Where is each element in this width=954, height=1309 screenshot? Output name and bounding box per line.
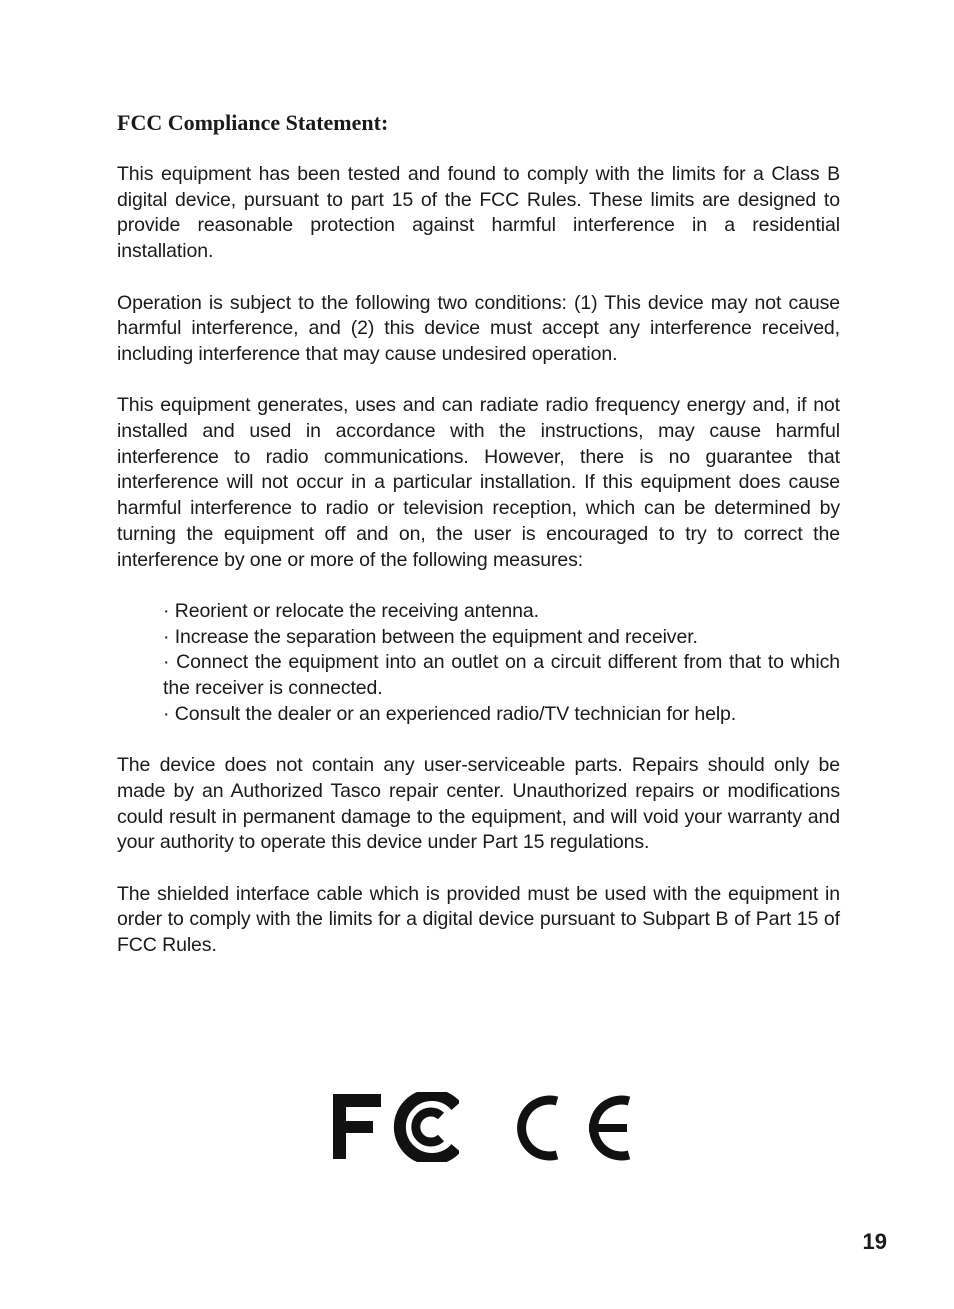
measures-list bbox=[163, 599, 840, 728]
page-title: FCC Compliance Statement: bbox=[117, 110, 389, 135]
list-item: · Reorient or relocate the receiving antenna. bbox=[163, 599, 539, 622]
page-number: 19 bbox=[862, 1229, 887, 1254]
paragraph-repairs-warning: The device does not contain any user-serviceable parts. Repairs should only be made by an Authorized Tasco repair center. Unauthorized repairs or modifications could result in permanent damage to the equipment, and will void your warranty and your authority to operate this device under Part 15 regulations. bbox=[117, 754, 840, 854]
fcc-logo-icon bbox=[333, 1092, 459, 1162]
list-item: · Consult the dealer or an experienced radio/TV technician for help. bbox=[163, 702, 737, 725]
list-item: · Increase the separation between the equipment and receiver. bbox=[163, 625, 698, 648]
page-content bbox=[117, 108, 840, 984]
paragraph-interference-notice: This equipment generates, uses and can radiate radio frequency energy and, if not installed and used in accordance with the instructions, may cause harmful interference to radio communications. However, there is no guarantee that interference will not occur in a particular installation. If this equipment does cause harmful interference to radio or television reception, which can be determined by turning the equipment off and on, the user is encouraged to try to correct the interference by one or more of the following measures: bbox=[117, 394, 840, 571]
list-item: · Connect the equipment into an outlet on a circuit different from that to which the receiver is connected. bbox=[163, 651, 840, 700]
paragraph-shielded-cable: The shielded interface cable which is provided must be used with the equipment in order to comply with the limits for a digital device pursuant to Subpart B of Part 15 of FCC Rules. bbox=[117, 882, 840, 957]
ce-mark-icon bbox=[513, 1094, 631, 1162]
paragraph-class-b-compliance: This equipment has been tested and found to comply with the limits for a Class B digital device, pursuant to part 15 of the FCC Rules. These limits are designed to provide reasonable protection against harmful interference in a residential installation. bbox=[117, 163, 840, 263]
certification-logos bbox=[333, 1092, 633, 1164]
paragraph-operating-conditions: Operation is subject to the following two conditions: (1) This device may not cause harmful interference, and (2) this device must accept any interference received, including interference that may cause undesired operation. bbox=[117, 291, 840, 365]
